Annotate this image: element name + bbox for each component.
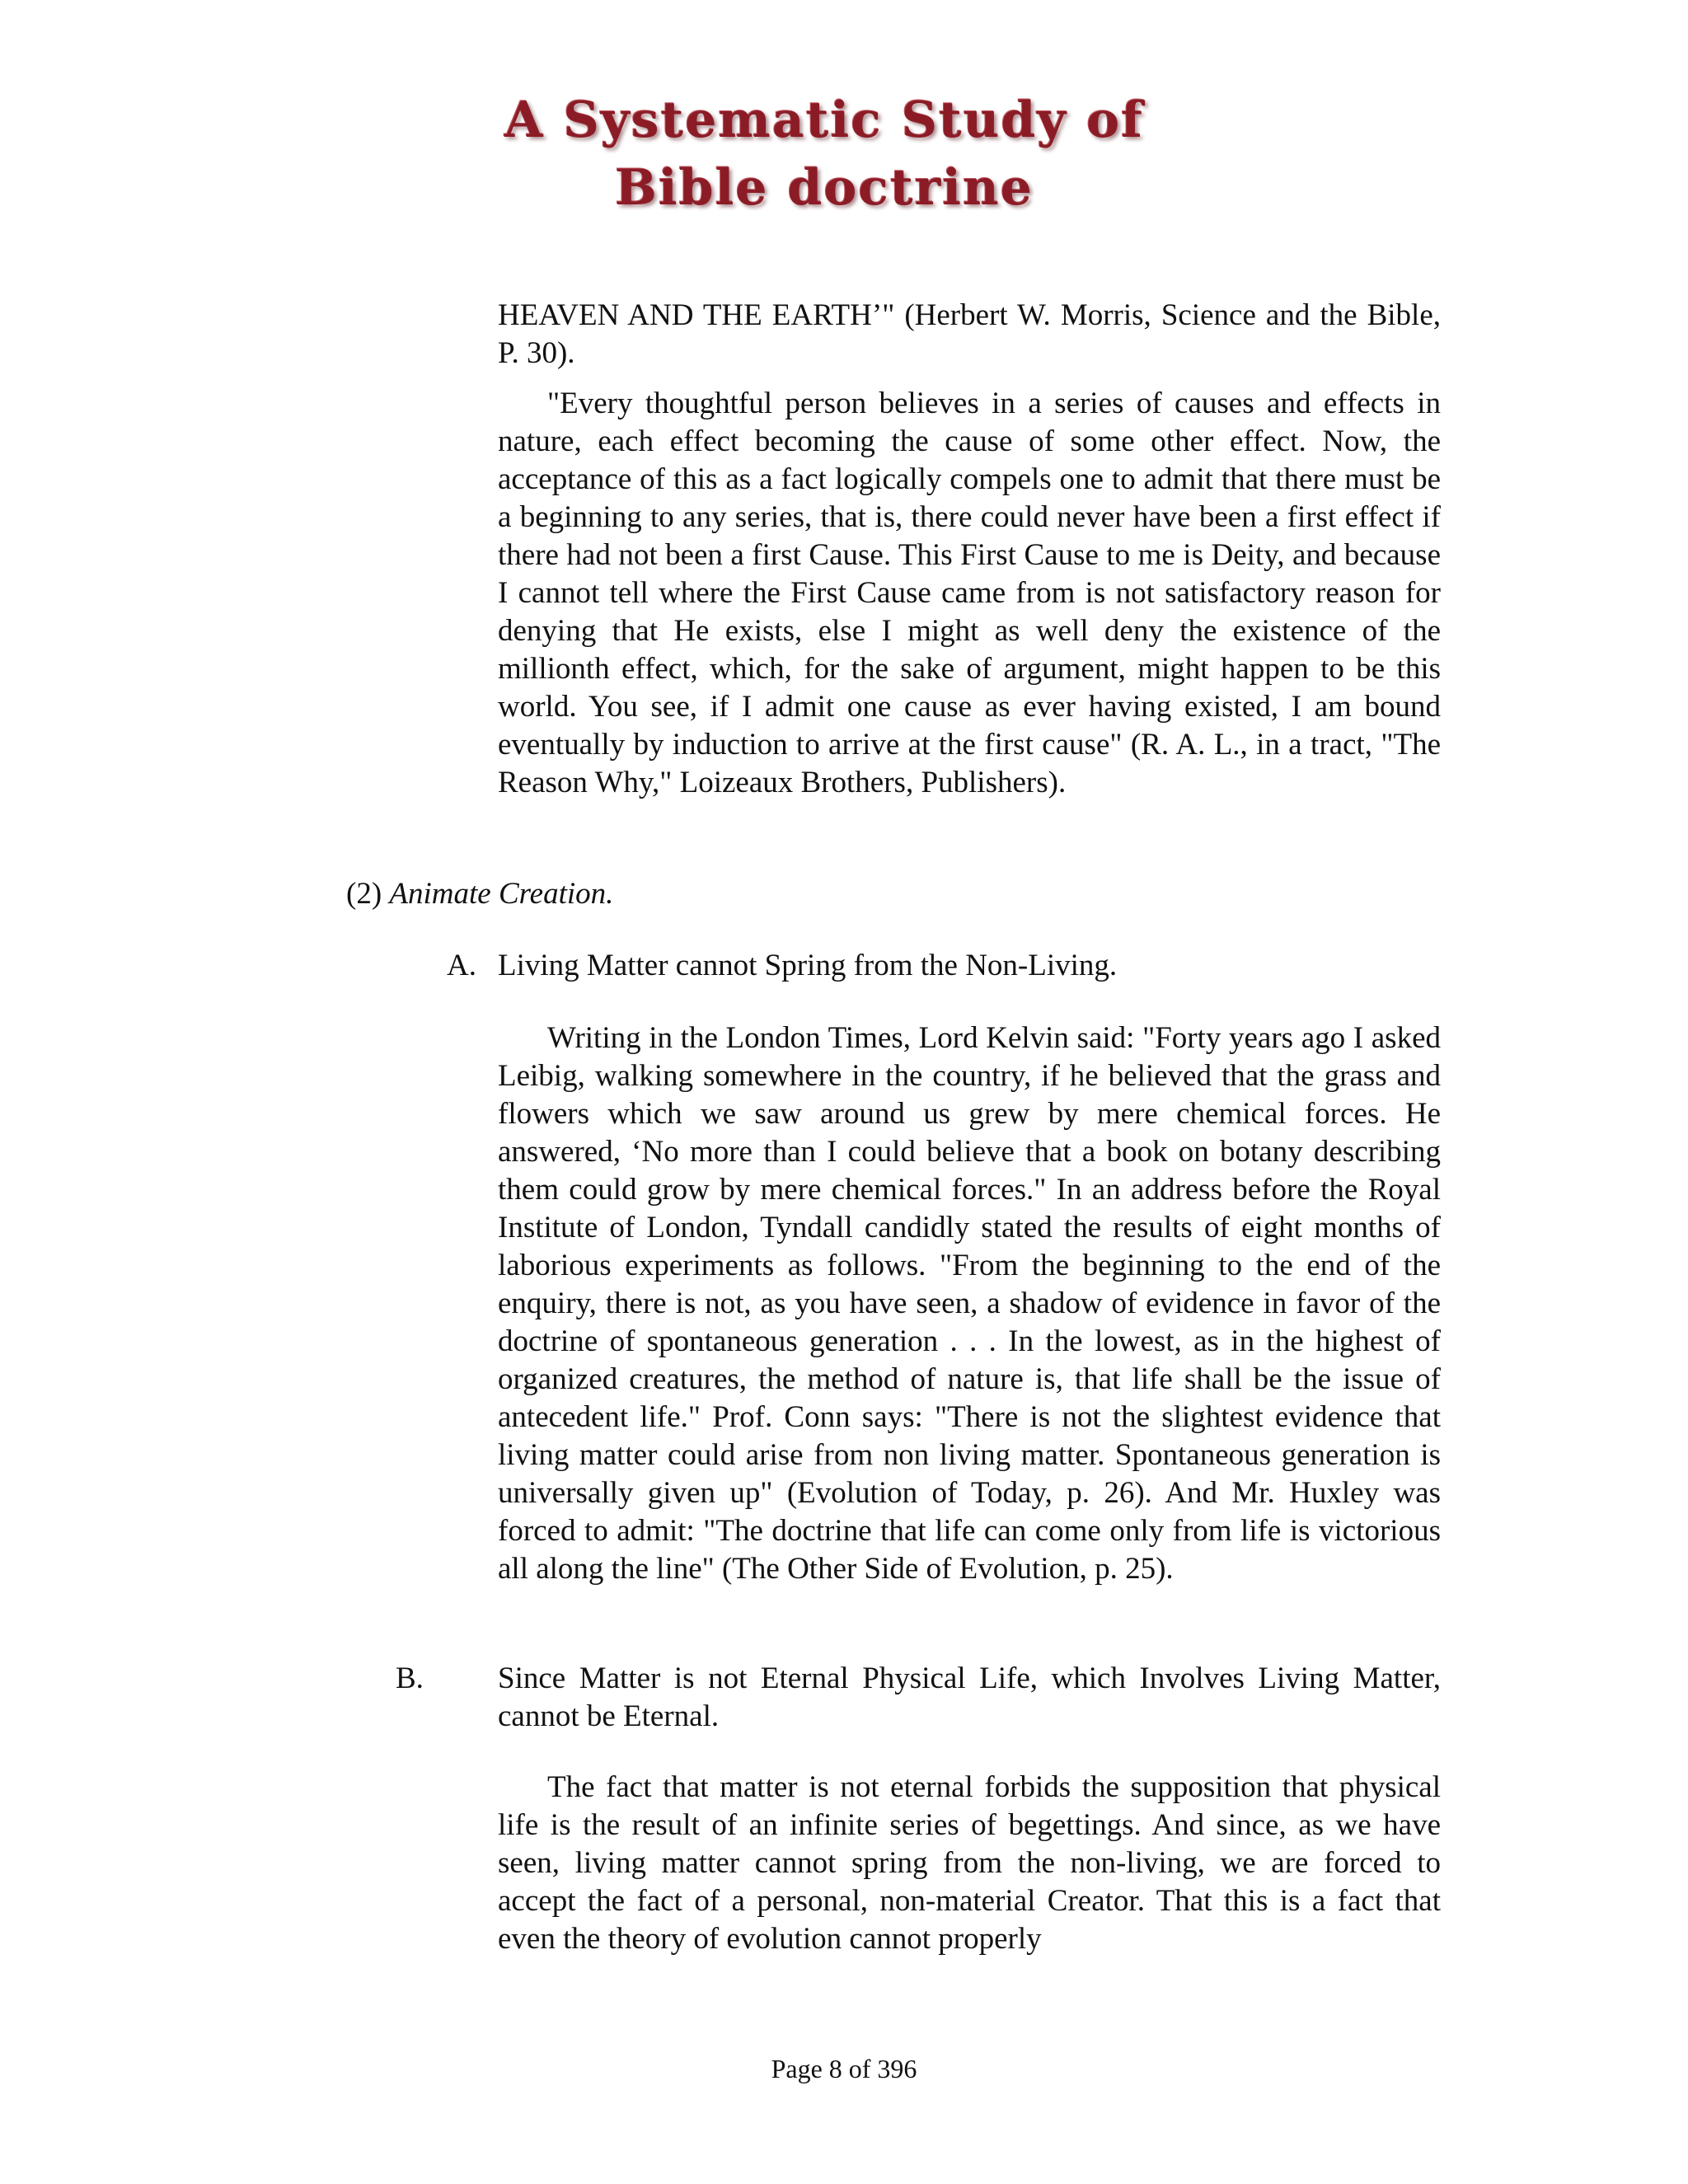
logo-title-line-1: A Systematic Study of — [504, 91, 1144, 149]
section-title: Animate Creation. — [389, 877, 614, 911]
paragraph-matter-not-eternal: The fact that matter is not eternal forbids the supposition that physical life is the result of an infinite series of begettings. And since, as we have seen, living matter cannot spring from the non-living, we are forced to accept the fact of a personal, non-material Creator. That this is a fact that even the theory of evolution cannot properly — [498, 1770, 1441, 1956]
paragraph-morris-citation: HEAVEN AND THE EARTH’" (Herbert W. Morris, Science and the Bible, P. 30). — [498, 298, 1441, 370]
subheading-b-title: Since Matter is not Eternal Physical Life, which Involves Living Matter, cannot be Eternal. — [498, 1661, 1441, 1733]
section-number: (2) — [346, 877, 382, 911]
paragraph-kelvin-tyndall: Writing in the London Times, Lord Kelvin said: "Forty years ago I asked Leibig, walking somewhere in the country, if he believed that the grass and flowers which we saw around us grew by mere chemical forces. He answered, ‘No more than I could believe that a book on botany describing them could grow by mere chemical forces." In an address before the Royal Institute of London, Tyndall candidly stated the results of eight months of laborious experiments as follows. "From the beginning to the end of the enquiry, there is not, as you have seen, a shadow of evidence in favor of the doctrine of spontaneous generation . . . In the lowest, as in the highest of organized creatures, the method of nature is, that life shall be the issue of antecedent life." Prof. Conn says: "There is not the slightest evidence that living matter could arise from non living matter. Spontaneous generation is universally given up" (Evolution of Today, p. 26). And Mr. Huxley was forced to admit: "The doctrine that life can come only from life is victorious all along the line" (The Other Side of Evolution, p. 25). — [498, 1021, 1441, 1586]
subheading-b — [396, 1660, 1441, 1736]
document-logo — [462, 87, 1187, 227]
section-heading-animate-creation — [346, 875, 613, 913]
page-number: Page 8 of 396 — [771, 2054, 917, 2083]
subheading-a — [447, 947, 1441, 985]
paragraph-first-cause-quote: "Every thoughtful person believes in a series of causes and effects in nature, each effect becoming the cause of some other effect. Now, the acceptance of this as a fact logically compels one to admit that there must be a beginning to any series, that is, there could never have been a first effect if there had not been a first Cause. This First Cause to me is Deity, and because I cannot tell where the First Cause came from is not satisfactory reason for denying that He exists, else I might as well deny the existence of the millionth effect, which, for the sake of argument, might happen to be this world. You see, if I admit one cause as ever having existed, I am bound eventually by induction to arrive at the first cause" (R. A. L., in a tract, "The Reason Why," Loizeaux Brothers, Publishers). — [498, 387, 1441, 799]
logo-title-line-2: Bible doctrine — [615, 159, 1034, 217]
subheading-a-title: Living Matter cannot Spring from the Non-Living. — [498, 949, 1118, 982]
subheading-b-letter: B. — [396, 1661, 424, 1695]
subheading-a-letter: A. — [447, 949, 476, 982]
